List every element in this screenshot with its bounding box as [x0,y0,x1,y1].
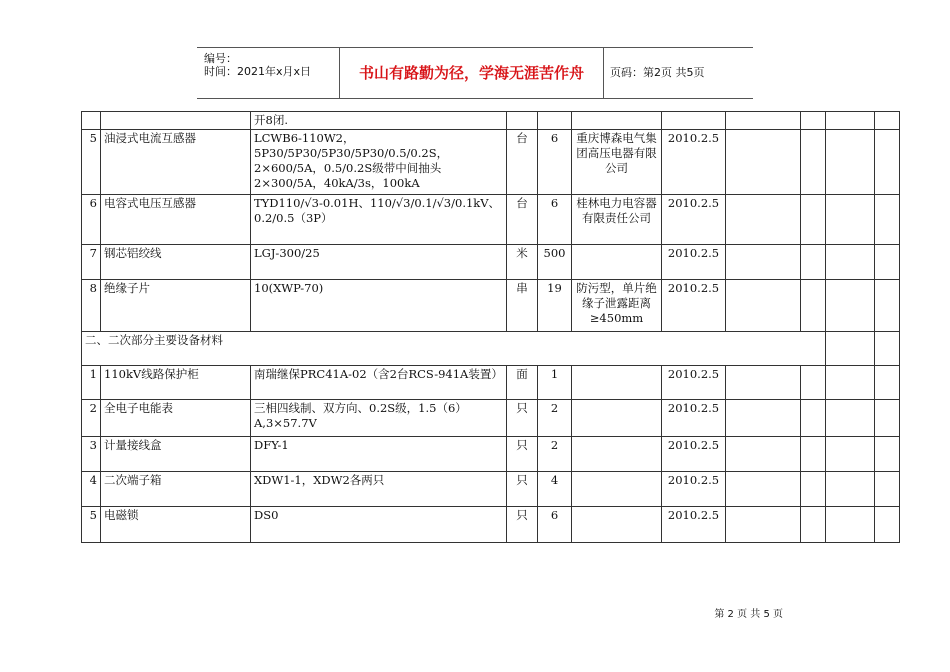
item-spec: 三相四线制、双方向、0.2S级，1.5（6）A,3×57.7V [251,400,507,437]
item-spec: 开8闭. [251,112,507,130]
blank-cell [875,437,900,472]
item-quantity: 1 [538,366,572,400]
item-date: 2010.2.5 [662,130,726,195]
item-manufacturer [572,437,662,472]
item-name: 油浸式电流互感器 [101,130,251,195]
blank-cell [875,112,900,130]
item-unit: 台 [507,130,538,195]
blank-cell [801,366,826,400]
blank-cell [726,472,801,507]
item-name [101,112,251,130]
item-date [662,112,726,130]
row-number: 5 [82,507,101,543]
item-date: 2010.2.5 [662,472,726,507]
item-name: 计量接线盒 [101,437,251,472]
blank-cell [801,400,826,437]
blank-cell [801,195,826,245]
row-number: 5 [82,130,101,195]
item-name: 绝缘子片 [101,280,251,332]
blank-cell [726,507,801,543]
item-date: 2010.2.5 [662,507,726,543]
table-row [82,130,900,195]
row-number: 1 [82,366,101,400]
blank-cell [826,130,875,195]
blank-cell [875,366,900,400]
item-name: 全电子电能表 [101,400,251,437]
blank-cell [801,437,826,472]
item-manufacturer [572,400,662,437]
item-spec: 10(XWP-70) [251,280,507,332]
section-row [82,332,900,366]
blank-cell [726,366,801,400]
blank-cell [826,195,875,245]
table-row [82,245,900,280]
row-number [82,112,101,130]
blank-cell [801,130,826,195]
table-row [82,366,900,400]
item-quantity [538,112,572,130]
item-name: 110kV线路保护柜 [101,366,251,400]
blank-cell [875,195,900,245]
item-manufacturer: 防污型，单片绝缘子泄露距离≥450mm [572,280,662,332]
row-number: 6 [82,195,101,245]
item-quantity: 2 [538,400,572,437]
item-unit: 串 [507,280,538,332]
time-label: 时间：2021年x月x日 [204,65,312,78]
row-number: 4 [82,472,101,507]
item-spec: LGJ-300/25 [251,245,507,280]
header-page-number: 页码：第2页 共5页 [610,66,705,79]
blank-cell [875,245,900,280]
blank-cell [726,400,801,437]
item-unit [507,112,538,130]
blank-cell [826,437,875,472]
item-manufacturer [572,472,662,507]
item-name: 二次端子箱 [101,472,251,507]
item-unit: 只 [507,507,538,543]
item-name: 电磁锁 [101,507,251,543]
blank-cell [826,280,875,332]
blank-cell [801,245,826,280]
blank-cell [875,400,900,437]
blank-cell [726,195,801,245]
table-row [82,400,900,437]
blank-cell [726,112,801,130]
blank-cell [726,437,801,472]
item-spec: DFY-1 [251,437,507,472]
item-quantity: 500 [538,245,572,280]
item-unit: 面 [507,366,538,400]
item-quantity: 6 [538,130,572,195]
item-manufacturer: 桂林电力电容器有限责任公司 [572,195,662,245]
blank-cell [826,112,875,130]
blank-cell [875,472,900,507]
blank-cell [726,245,801,280]
item-manufacturer [572,507,662,543]
item-spec: DS0 [251,507,507,543]
row-number: 2 [82,400,101,437]
serial-label: 编号： [204,52,237,65]
table-row [82,280,900,332]
item-unit: 米 [507,245,538,280]
item-date: 2010.2.5 [662,400,726,437]
blank-cell [826,366,875,400]
blank-cell [801,280,826,332]
blank-cell [826,472,875,507]
item-unit: 只 [507,437,538,472]
item-manufacturer: 重庆博森电气集团高压电器有限公司 [572,130,662,195]
header-motto: 书山有路勤为径，学海无涯苦作舟 [340,48,604,98]
item-date: 2010.2.5 [662,437,726,472]
equipment-table [81,111,900,543]
item-spec: TYD110/√3-0.01H、110/√3/0.1/√3/0.1kV、0.2/0.5（3P） [251,195,507,245]
table-row [82,112,900,130]
item-date: 2010.2.5 [662,195,726,245]
item-manufacturer [572,112,662,130]
blank-cell [826,507,875,543]
item-date: 2010.2.5 [662,245,726,280]
blank-cell [875,280,900,332]
item-manufacturer [572,366,662,400]
blank-cell [726,280,801,332]
item-quantity: 6 [538,507,572,543]
item-date: 2010.2.5 [662,366,726,400]
row-number: 8 [82,280,101,332]
item-quantity: 19 [538,280,572,332]
blank-cell [801,112,826,130]
item-manufacturer [572,245,662,280]
item-quantity: 4 [538,472,572,507]
item-quantity: 6 [538,195,572,245]
table-row [82,437,900,472]
item-name: 钢芯铝绞线 [101,245,251,280]
item-spec: 南瑞继保PRC41A-02（含2台RCS-941A装置） [251,366,507,400]
item-name: 电容式电压互感器 [101,195,251,245]
item-unit: 台 [507,195,538,245]
row-number: 7 [82,245,101,280]
page-footer: 第 2 页 共 5 页 [714,609,783,620]
blank-cell [801,472,826,507]
blank-cell [801,507,826,543]
blank-cell [726,130,801,195]
item-date: 2010.2.5 [662,280,726,332]
blank-cell [826,400,875,437]
blank-cell [875,130,900,195]
item-unit: 只 [507,400,538,437]
item-quantity: 2 [538,437,572,472]
page-header [197,47,753,99]
table-row [82,507,900,543]
blank-cell [826,245,875,280]
header-info [197,48,340,98]
item-unit: 只 [507,472,538,507]
table-row [82,472,900,507]
row-number: 3 [82,437,101,472]
section-title: 二、二次部分主要设备材料 [82,332,826,366]
blank-cell [875,507,900,543]
table-row [82,195,900,245]
item-spec: LCWB6-110W2，5P30/5P30/5P30/5P30/0.5/0.2S，2×600/5A，0.5/0.2S级带中间抽头2×300/5A，40kA/3s，100kA [251,130,507,195]
item-spec: XDW1-1，XDW2各两只 [251,472,507,507]
